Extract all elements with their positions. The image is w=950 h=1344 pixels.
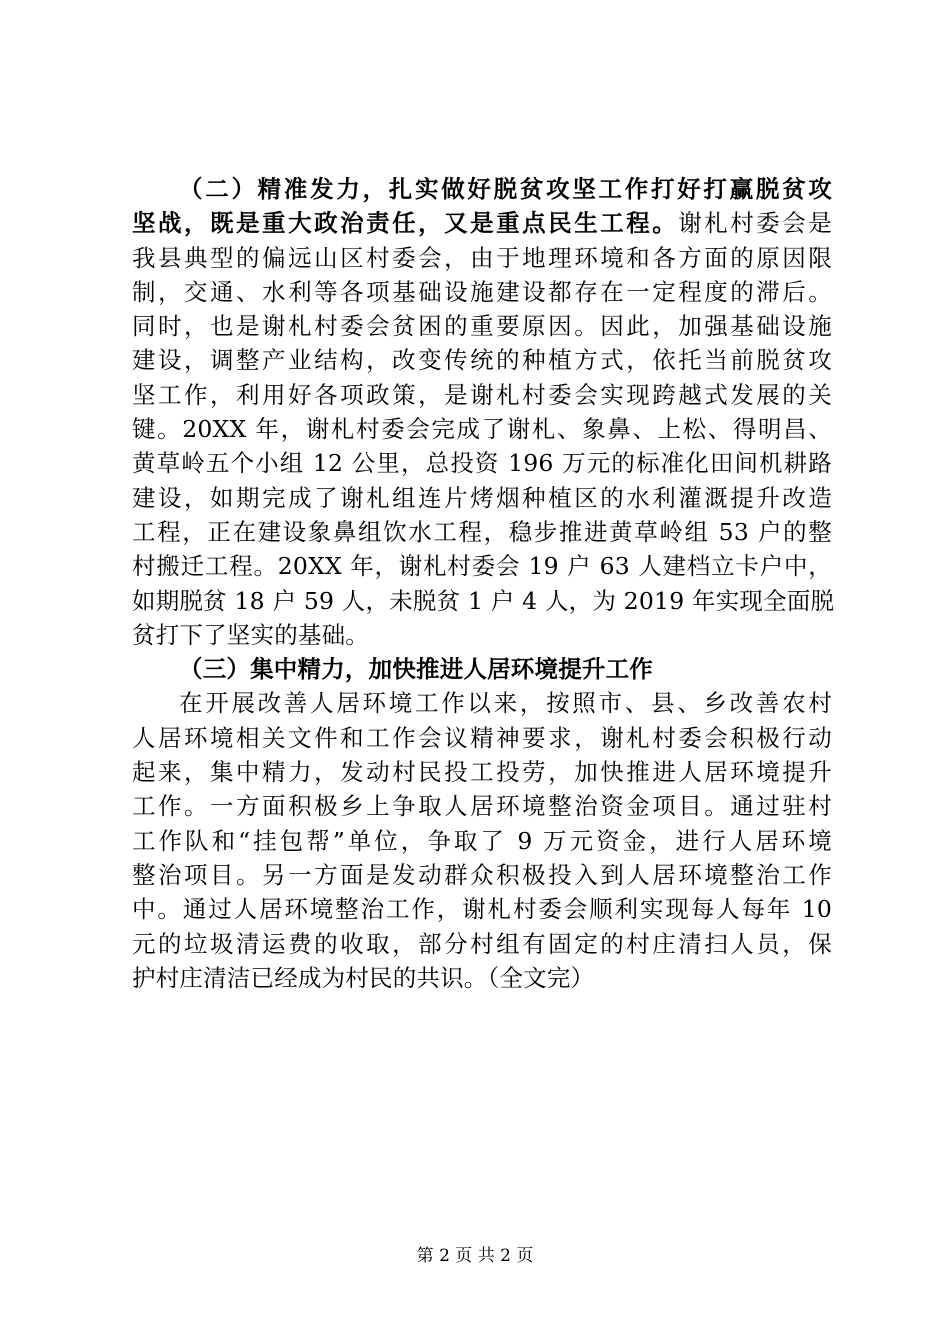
paragraph-section-3 <box>132 686 832 995</box>
page-number-footer: 第 2 页 共 2 页 <box>416 1246 534 1266</box>
text-line: 村搬迁工程。20XX 年，谢札村委会 19 户 63 人建档立卡户中， <box>132 552 832 581</box>
text-line: 工程，正在建设象鼻组饮水工程，稳步推进黄草岭组 53 户的整 <box>132 517 832 546</box>
text-line: 人居环境相关文件和工作会议精神要求，谢札村委会积极行动 <box>132 723 832 752</box>
text-line <box>132 172 832 206</box>
text-line: 我县典型的偏远山区村委会，由于地理环境和各方面的原因限 <box>132 243 832 272</box>
text-line <box>132 652 832 686</box>
bold-heading-text: （二）精准发力，扎实做好脱贫攻坚工作打好打赢脱贫攻 <box>179 175 832 203</box>
document-body <box>132 172 835 995</box>
paragraph-section-2 <box>132 172 835 652</box>
text-line: 中。通过人居环境整治工作，谢札村委会顺利实现每人每年 10 <box>132 895 832 924</box>
body-text: 谢札村委会是 <box>678 209 833 238</box>
text-line: 同时，也是谢札村委会贫困的重要原因。因此，加强基础设施 <box>132 312 832 341</box>
text-line: 护村庄清洁已经成为村民的共识。（全文完） <box>132 963 595 992</box>
text-line: 坚工作，利用好各项政策，是谢札村委会实现跨越式发展的关 <box>132 380 832 409</box>
text-line: 在开展改善人居环境工作以来，按照市、县、乡改善农村 <box>179 689 832 718</box>
text-line: 建设，调整产业结构，改变传统的种植方式，依托当前脱贫攻 <box>132 346 832 375</box>
text-line: 起来，集中精力，发动村民投工投劳，加快推进人居环境提升 <box>132 758 832 787</box>
text-line: 工作队和“挂包帮”单位，争取了 9 万元资金，进行人居环境 <box>132 826 832 855</box>
bold-heading-text: 坚战，既是重大政治责任，又是重点民生工程。 <box>132 209 679 238</box>
text-line: 如期脱贫 18 户 59 人，未脱贫 1 户 4 人，为 2019 年实现全面脱 <box>132 586 835 615</box>
text-line: 元的垃圾清运费的收取，部分村组有固定的村庄清扫人员，保 <box>132 929 832 958</box>
text-line: 制，交通、水利等各项基础设施建设都存在一定程度的滞后。 <box>132 277 832 306</box>
text-line <box>132 206 832 240</box>
text-line: 贫打下了坚实的基础。 <box>132 620 369 649</box>
text-line: 黄草岭五个小组 12 公里，总投资 196 万元的标准化田间机耕路 <box>132 449 832 478</box>
bold-heading-text: （三）集中精力，加快推进人居环境提升工作 <box>179 655 653 684</box>
section-3-heading <box>132 652 832 686</box>
text-line: 工作。一方面积极乡上争取人居环境整治资金项目。通过驻村 <box>132 792 832 821</box>
text-line: 键。20XX 年，谢札村委会完成了谢札、象鼻、上松、得明昌、 <box>132 415 832 444</box>
text-line: 整治项目。另一方面是发动群众积极投入到人居环境整治工作 <box>132 860 832 889</box>
text-line: 建设，如期完成了谢札组连片烤烟种植区的水利灌溉提升改造 <box>132 483 832 512</box>
